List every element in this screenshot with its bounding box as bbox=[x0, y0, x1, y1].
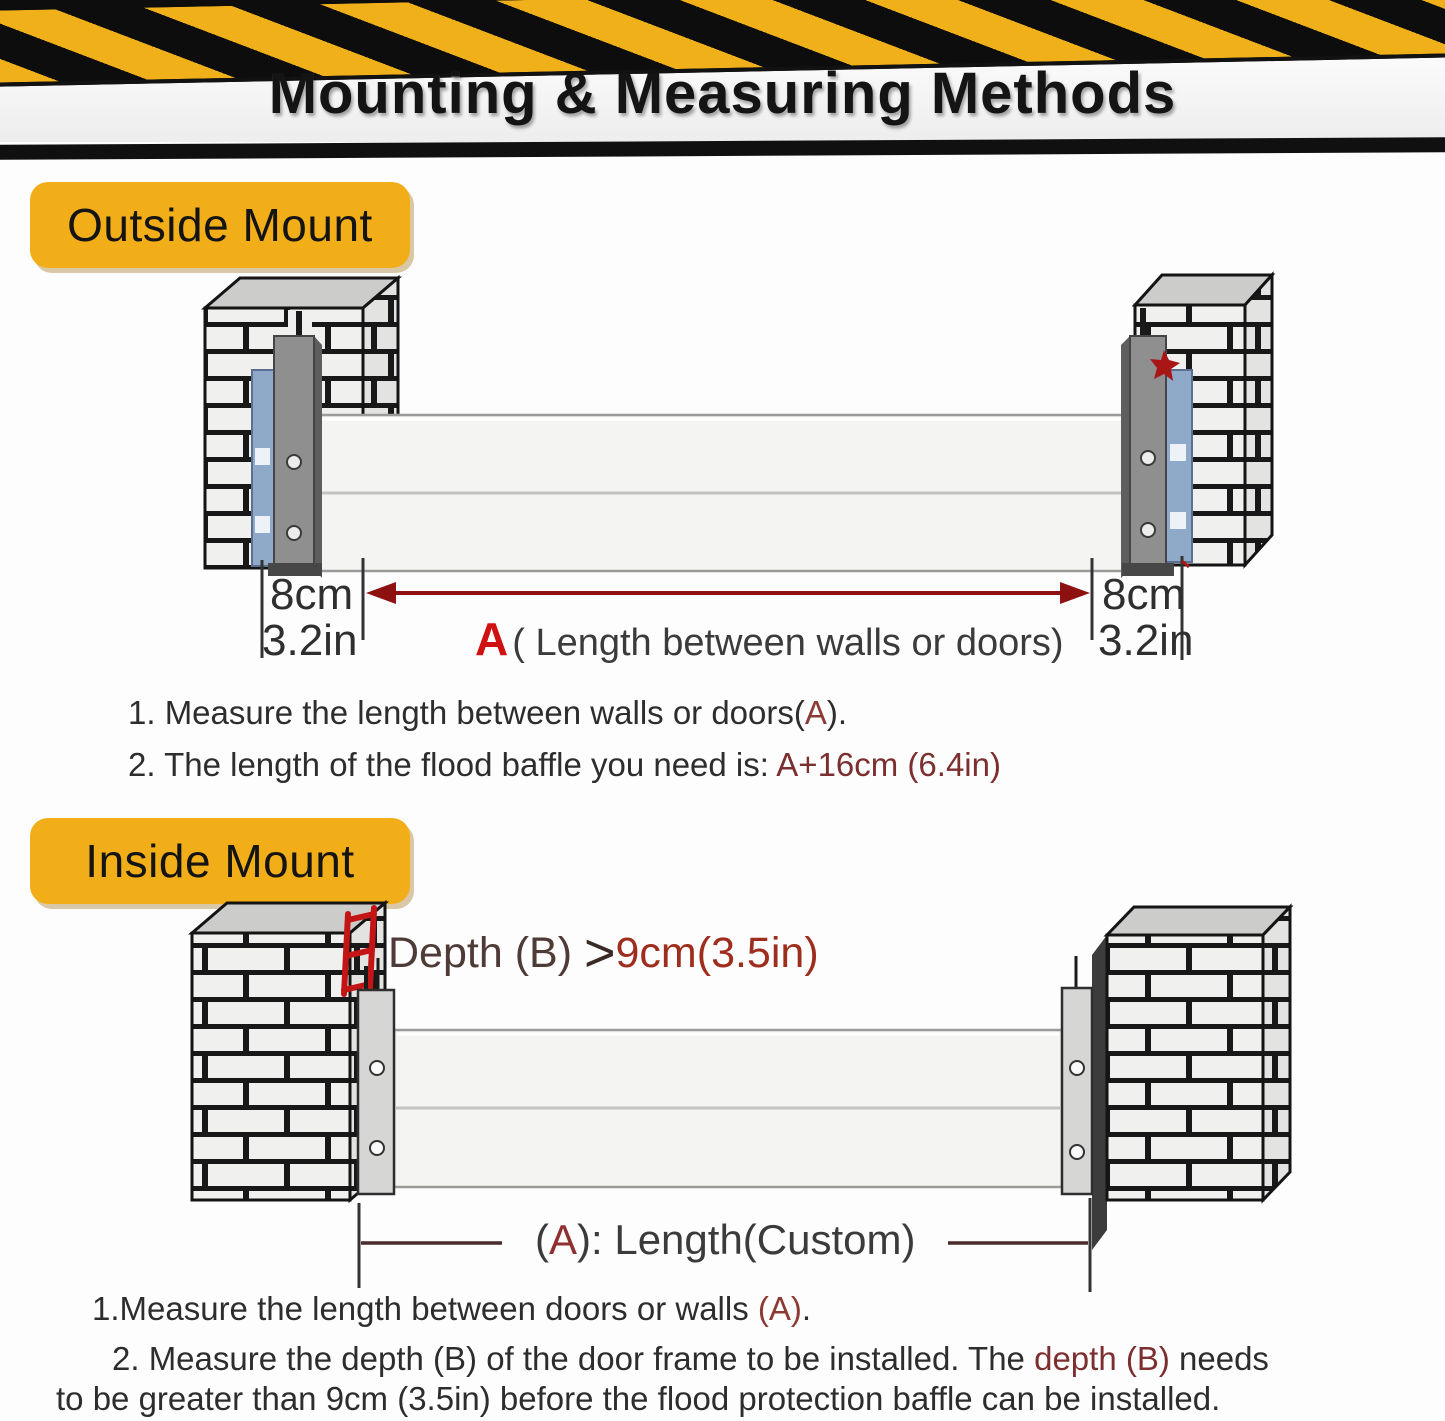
screw bbox=[1141, 523, 1155, 537]
span-length-label bbox=[475, 612, 1064, 666]
dim-left-cm: 8cm bbox=[270, 570, 354, 619]
screw bbox=[287, 455, 301, 469]
outside-step-1 bbox=[128, 694, 847, 732]
step-accent: A bbox=[804, 694, 827, 731]
step-accent: (A) bbox=[757, 1290, 802, 1327]
screw bbox=[370, 1061, 384, 1075]
depth-label-text: Depth (B) bbox=[388, 929, 584, 977]
mounting-channel-right-2 bbox=[1062, 956, 1092, 1194]
dim2-rest: ): Length(Custom) bbox=[577, 1216, 916, 1263]
page-title: Mounting & Measuring Methods bbox=[268, 61, 1177, 126]
step-accent: A+16cm (6.4in) bbox=[776, 746, 1001, 783]
screw bbox=[287, 526, 301, 540]
inside-step-2-cont bbox=[56, 1380, 1220, 1418]
dim-right-cm: 8cm bbox=[1102, 570, 1186, 619]
dim2-accent-a: A bbox=[549, 1216, 578, 1263]
step-text: . bbox=[801, 1290, 812, 1327]
depth-label bbox=[388, 922, 819, 984]
seal-strip-left bbox=[252, 370, 276, 566]
step-text: 2. The length of the flood baffle you need is: bbox=[128, 746, 777, 783]
flood-barrier bbox=[318, 415, 1136, 571]
seal-strip-right bbox=[1166, 370, 1192, 562]
flood-barrier-2 bbox=[394, 1030, 1062, 1187]
outside-step-2 bbox=[128, 746, 1001, 784]
step-text: 1.Measure the length between doors or walls bbox=[92, 1290, 758, 1327]
mounting-channel-left-2 bbox=[358, 958, 394, 1194]
dim-left-in: 3.2in bbox=[262, 616, 358, 665]
screw bbox=[1070, 1145, 1084, 1159]
step-text: 2. Measure the depth (B) of the door frame to be installed. The bbox=[112, 1340, 1035, 1377]
step-text: to be greater than 9cm (3.5in) before the flood protection baffle can be installed. bbox=[56, 1380, 1221, 1417]
span-accent-a: A bbox=[475, 613, 509, 665]
step-text: needs bbox=[1169, 1340, 1269, 1377]
brick-pillar-right-2 bbox=[1107, 907, 1290, 1200]
screw bbox=[370, 1141, 384, 1155]
greater-than-sign: > bbox=[583, 923, 616, 983]
step-text: ). bbox=[826, 694, 848, 731]
inside-step-2 bbox=[112, 1340, 1269, 1378]
brick-pillar-left-2 bbox=[192, 903, 385, 1200]
span-label-text: ( Length between walls or doors) bbox=[512, 622, 1064, 664]
dim-right-in: 3.2in bbox=[1098, 616, 1194, 665]
screw bbox=[1070, 1061, 1084, 1075]
door-jamb-shadow bbox=[1092, 935, 1107, 1250]
length-custom-label bbox=[535, 1216, 915, 1264]
outside-mount-badge-label: Outside Mount bbox=[67, 199, 373, 251]
step-text: 1. Measure the length between walls or doors( bbox=[128, 694, 805, 731]
screw bbox=[1141, 451, 1155, 465]
dim2-open: ( bbox=[535, 1216, 549, 1263]
step-accent: depth (B) bbox=[1034, 1340, 1170, 1377]
depth-value: 9cm(3.5in) bbox=[615, 929, 819, 977]
inside-mount-badge-label: Inside Mount bbox=[85, 835, 355, 887]
inside-step-1 bbox=[92, 1290, 811, 1328]
mounting-channel-left bbox=[268, 336, 322, 578]
